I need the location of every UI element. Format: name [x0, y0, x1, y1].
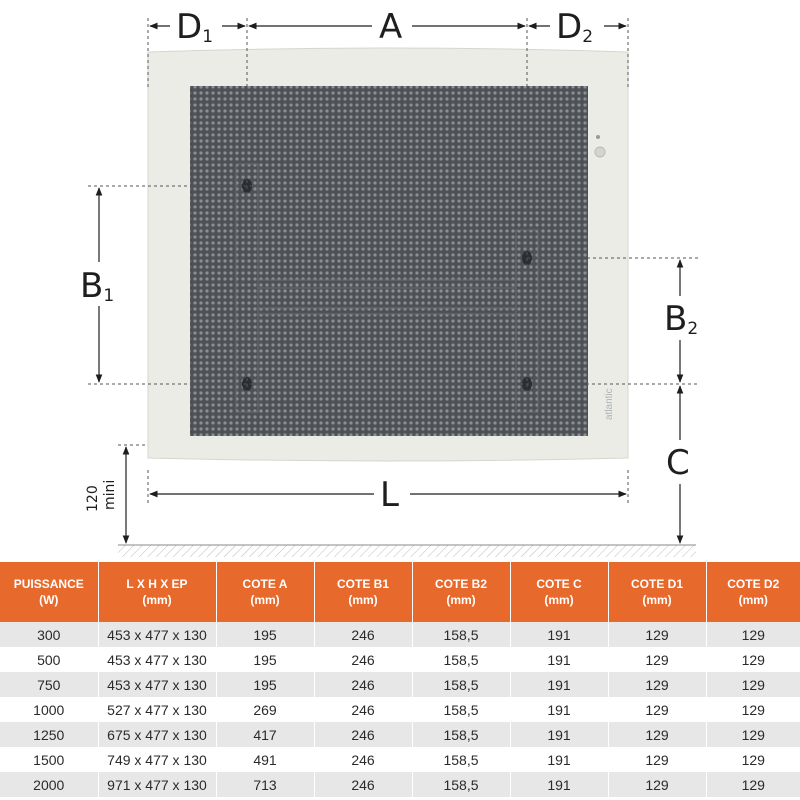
table-row: [0, 772, 800, 797]
table-cell: 158,5: [412, 747, 510, 772]
table-cell: 129: [608, 672, 706, 697]
table-cell: 129: [706, 697, 800, 722]
column-header-unit: (mm): [642, 593, 672, 607]
table-cell: 158,5: [412, 647, 510, 672]
table-row: [0, 647, 800, 672]
table-cell: 246: [314, 697, 412, 722]
table-cell: 129: [608, 647, 706, 672]
table-cell: 129: [608, 722, 706, 747]
table-cell: 2000: [0, 772, 98, 797]
indicator-light-icon: [596, 135, 600, 139]
column-header-unit: (mm): [348, 593, 378, 607]
floor: [118, 545, 696, 557]
table-cell: 158,5: [412, 672, 510, 697]
table-cell: 527 x 477 x 130: [98, 697, 216, 722]
table-cell: 191: [510, 672, 608, 697]
column-header-unit: (mm): [738, 593, 768, 607]
table-cell: 749 x 477 x 130: [98, 747, 216, 772]
brand-logo: atlantic: [604, 388, 615, 420]
column-header: [706, 562, 800, 622]
dim-label-a: A: [379, 7, 403, 47]
table-cell: 453 x 477 x 130: [98, 647, 216, 672]
table-cell: 246: [314, 722, 412, 747]
table-row: [0, 722, 800, 747]
table-cell: 1500: [0, 747, 98, 772]
column-header: [412, 562, 510, 622]
table-cell: 191: [510, 722, 608, 747]
table-cell: 269: [216, 697, 314, 722]
table-cell: 453 x 477 x 130: [98, 672, 216, 697]
specification-table: [0, 562, 800, 797]
column-header-unit: (mm): [544, 593, 574, 607]
table-cell: 191: [510, 747, 608, 772]
table-cell: 129: [706, 722, 800, 747]
radiator: [148, 48, 628, 461]
table-cell: 246: [314, 772, 412, 797]
dim-label-c: C: [666, 443, 690, 483]
table-cell: 191: [510, 622, 608, 647]
table-cell: 195: [216, 672, 314, 697]
control-button-icon: [595, 147, 605, 157]
table-cell: 300: [0, 622, 98, 647]
table-cell: 195: [216, 622, 314, 647]
dim-label-mini-word: mini: [102, 479, 118, 510]
column-header-unit: (mm): [446, 593, 476, 607]
table-cell: 129: [706, 622, 800, 647]
table-cell: 191: [510, 772, 608, 797]
column-header-label: COTE B1: [336, 577, 389, 591]
table-cell: 750: [0, 672, 98, 697]
dim-label-b1: B1: [80, 266, 115, 306]
table-cell: 191: [510, 647, 608, 672]
table-cell: 129: [608, 622, 706, 647]
table-cell: 417: [216, 722, 314, 747]
table-cell: 158,5: [412, 772, 510, 797]
column-header-unit: (W): [39, 593, 59, 607]
column-header-label: COTE C: [536, 577, 582, 591]
table-cell: 971 x 477 x 130: [98, 772, 216, 797]
column-header: [98, 562, 216, 622]
table-cell: 1250: [0, 722, 98, 747]
table-cell: 246: [314, 672, 412, 697]
dim-label-b2: B2: [664, 299, 699, 339]
table-cell: 453 x 477 x 130: [98, 622, 216, 647]
column-header-label: COTE A: [242, 577, 288, 591]
column-header-label: COTE B2: [434, 577, 487, 591]
table-cell: 491: [216, 747, 314, 772]
table-header-row: [0, 562, 800, 622]
column-header-label: L X H X EP: [126, 577, 188, 591]
column-header: [510, 562, 608, 622]
column-header: [216, 562, 314, 622]
column-header-label: COTE D1: [630, 577, 683, 591]
table-row: [0, 622, 800, 647]
table-cell: 158,5: [412, 622, 510, 647]
table-cell: 129: [706, 672, 800, 697]
column-header-label: PUISSANCE: [13, 577, 84, 591]
table-cell: 158,5: [412, 722, 510, 747]
column-header: [314, 562, 412, 622]
dim-label-min-height: 120: [85, 485, 101, 512]
table-row: [0, 697, 800, 722]
table-cell: 246: [314, 647, 412, 672]
table-cell: 246: [314, 747, 412, 772]
table-cell: 191: [510, 697, 608, 722]
table-cell: 129: [608, 772, 706, 797]
table-cell: 158,5: [412, 697, 510, 722]
table-cell: 675 x 477 x 130: [98, 722, 216, 747]
dim-label-l: L: [380, 475, 399, 515]
table-cell: 129: [706, 647, 800, 672]
table-cell: 129: [706, 772, 800, 797]
table-row: [0, 672, 800, 697]
table-cell: 500: [0, 647, 98, 672]
column-header: [0, 562, 98, 622]
table-cell: 713: [216, 772, 314, 797]
table-cell: 246: [314, 622, 412, 647]
dim-label-d1: D1: [176, 7, 214, 47]
dim-label-d2: D2: [556, 7, 594, 47]
column-header: [608, 562, 706, 622]
table-cell: 1000: [0, 697, 98, 722]
table-row: [0, 747, 800, 772]
column-header-unit: (mm): [142, 593, 172, 607]
column-header-unit: (mm): [250, 593, 280, 607]
table-cell: 129: [608, 747, 706, 772]
column-header-label: COTE D2: [727, 577, 780, 591]
table-cell: 129: [608, 697, 706, 722]
table-cell: 195: [216, 647, 314, 672]
table-cell: 129: [706, 747, 800, 772]
